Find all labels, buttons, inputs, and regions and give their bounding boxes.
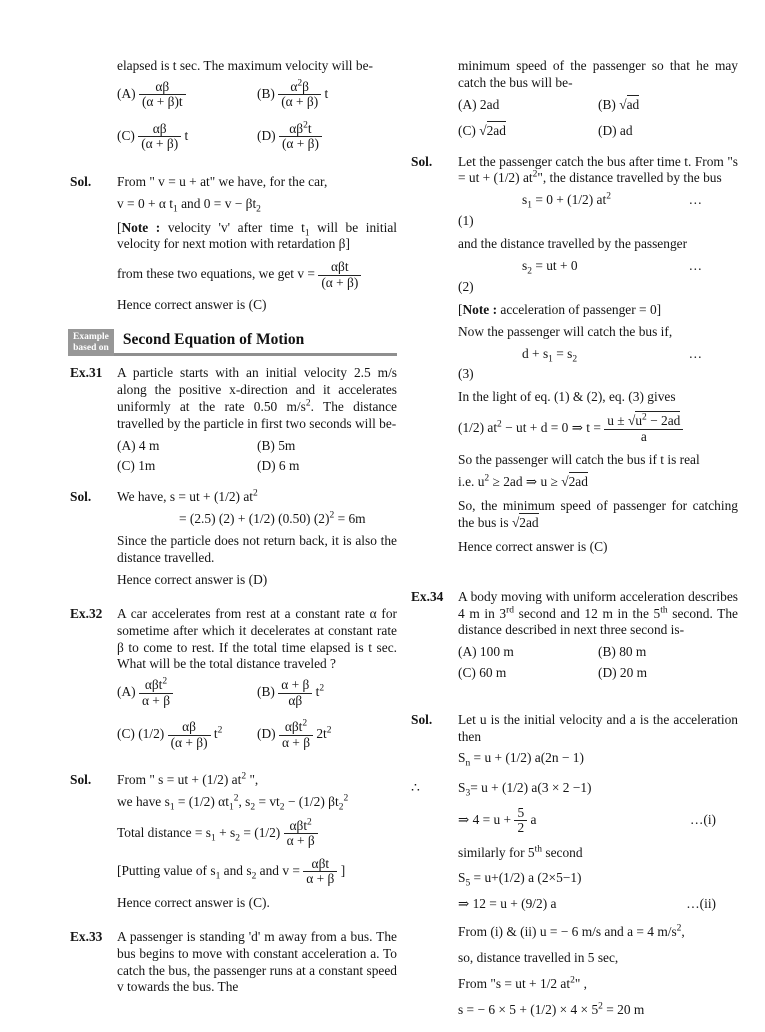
solution-line: Hence correct answer is (C) (458, 538, 608, 554)
equation-number: (3) (458, 366, 474, 382)
equation-2 (458, 258, 738, 275)
equation-i (458, 806, 738, 836)
solution-line: Now the passenger will catch the bus if, (458, 323, 673, 339)
equation-text: ⇒ 12 = u + (9/2) a (458, 896, 557, 912)
option-a: (A) 100 m (458, 644, 514, 660)
sol-label: Sol. (70, 489, 92, 505)
badge-line-1: Example (73, 332, 109, 343)
option-b: (B) $\frac{\alpha^2\beta}{(\alpha + \beta)}$ t (257, 78, 329, 110)
equation-ii (458, 896, 738, 913)
sol-label: Sol. (70, 772, 92, 788)
option-c: (C) √2ad (458, 122, 506, 138)
solution-line: from these two equations, we get v = $\frac{\text{αβt}}{(\alpha + \beta)}$ (117, 260, 397, 290)
equation-text: $d + s_1 = s_2$ (522, 345, 578, 365)
solution-line: $S_3= u + (1/2) a(3 \times 2 -1)$ (458, 779, 592, 799)
equation-tag: …(ii) (686, 896, 716, 912)
solution-line: Hence correct answer is (C). (117, 894, 270, 910)
solution-line: Let the passenger catch the bus after time t. From "s = ut + (1/2) $at^2$", the distance travelled by the bus (458, 153, 738, 186)
solution-line: s = − $6 \times 5 + (1/2) \times 4 \times 5^2 = 20$ m (458, 1001, 645, 1017)
solution-note: [Note : velocity 'v' after time $t_1$ will be initial velocity for next motion with retardation β] (117, 219, 397, 252)
equation-text: $s_2$ = ut + 0 (522, 258, 578, 277)
sol-label: Sol. (411, 712, 433, 728)
question-text: A body moving with uniform acceleration describes 4 m in 3rd second and 12 m in the 5th second. The distance described in next three second is- (458, 588, 738, 638)
solution-line: From " v = u + at" we have, for the car, (117, 173, 328, 189)
solution-line: Total distance = $s_1 + s_2 = (1/2)$ $\frac{\alpha\beta t^2}{\alpha + \beta}$ (117, 819, 397, 849)
therefore-symbol: ∴ (411, 780, 420, 796)
label-spacer (411, 58, 458, 150)
solution-line: so, distance travelled in 5 sec, (458, 950, 619, 966)
option-c: (C) 1m (117, 458, 156, 474)
solution-line: v = 0 + α $t_1$ and $0 = v - \beta t_2$ (117, 195, 261, 215)
option-b: (B) $\frac{\alpha + \beta}{\alpha\beta}$ $t^2$ (257, 677, 325, 708)
example-33 (70, 929, 397, 1002)
solution-line: From (i) & (ii) u = − 6 m/s and a = 4 $m/s^2$, (458, 923, 685, 940)
equation-number: (1) (458, 213, 474, 229)
sol-label: Sol. (411, 153, 433, 169)
solution-line: Let u is the initial velocity and a is the acceleration then (458, 712, 738, 744)
section-header (68, 329, 397, 356)
solution-34-therefore (411, 780, 738, 1028)
options-ex31 (117, 438, 397, 480)
option-a: (A) $\frac{\alpha\beta}{(\alpha + \beta)t}$ (117, 80, 257, 110)
example-32 (70, 606, 397, 768)
solution-line: We have, s = ut + (1/2) $at^2$ (117, 488, 258, 505)
badge-line-2: based on (73, 343, 109, 354)
equation-text: ⇒ 4 = u + $\frac{5}{2}$ a (458, 804, 537, 836)
solution-line: (1/2) $at^2$ − ut + d = 0 ⇒ t = $\frac{u \pm √u^2 - 2ad}{a}$ (458, 414, 738, 444)
solution-33 (411, 154, 738, 561)
options-q30 (117, 80, 397, 164)
solution-line: In the light of eq. (1) & (2), eq. (3) gives (458, 389, 676, 405)
solution-note: [Note : acceleration of passenger = 0] (458, 301, 662, 317)
option-a: (A) $\frac{\alpha\beta t^2}{\alpha + \beta}$ (117, 678, 257, 708)
option-b: (B) 80 m (598, 644, 647, 660)
solution-line: = (2.5) (2) + (1/2) (0.50) $(2)^2 = 6m$ (179, 510, 366, 527)
option-d: (D) $\frac{\alpha\beta^2t}{(\alpha + \beta)}$ (257, 122, 397, 152)
example-34 (411, 589, 738, 692)
section-title: Second Equation of Motion (122, 331, 305, 349)
option-d: (D) 6 m (257, 458, 300, 474)
solution-line: So, the minimum speed of passenger for catching the bus is √2ad (458, 497, 738, 530)
solution-32 (70, 772, 397, 917)
option-a: (A) 4 m (117, 437, 160, 453)
question-30-continuation (70, 58, 397, 170)
option-a: (A) 2ad (458, 96, 500, 112)
option-b: (B) 5m (257, 437, 296, 453)
solution-31 (70, 489, 397, 593)
option-d: (D) $\frac{\alpha\beta t^2}{\alpha + \beta}$ $2t^2$ (257, 718, 332, 750)
equation-1 (458, 191, 738, 212)
ellipsis: … (688, 192, 704, 208)
example-based-on-badge (68, 329, 114, 356)
options-ex32 (117, 678, 397, 762)
solution-line: From " s = ut + (1/2) $at^2$ ", (117, 771, 259, 788)
solution-34 (411, 712, 738, 776)
question-text: elapsed is t sec. The maximum velocity will be- (117, 58, 373, 73)
example-31 (70, 365, 397, 485)
solution-line: [Putting value of $s_1$ and $s_2$ and v = $\frac{\text{αβt}}{\alpha + \beta}$ ] (117, 855, 346, 887)
option-d: (D) ad (598, 122, 633, 138)
sol-label: Sol. (70, 173, 92, 189)
option-b: (B) √ad (598, 96, 640, 112)
solution-line: similarly for 5th second (458, 844, 583, 860)
option-c: (C) $\frac{\alpha\beta}{(\alpha + \beta)}$ t (117, 120, 189, 152)
solution-line: Since the particle does not return back, it is also the distance travelled. (117, 533, 397, 566)
section-title-underline (114, 329, 397, 356)
left-column (70, 58, 397, 1032)
equation-text: $s_1 = 0 + (1/2)$ $at^2$ (522, 191, 611, 212)
solution-line: $S_5 = u+(1/2)$ a (2×5−1) (458, 870, 582, 890)
option-d: (D) 20 m (598, 665, 648, 681)
right-column (411, 58, 738, 1032)
solution-line: Hence correct answer is (C) (117, 297, 267, 313)
option-c: (C) 60 m (458, 665, 507, 681)
example-label: Ex.34 (411, 588, 444, 604)
question-33-continuation (411, 58, 738, 150)
option-c: (C) (1/2) $\frac{\alpha\beta}{(\alpha + \beta)}$ $t^2$ (117, 719, 223, 750)
solution-line: and the distance travelled by the passenger (458, 236, 688, 252)
solution-line: we have $s_1 = (1/2)$ $\alpha t_1^2$, $s_2 = vt_2 - (1/2)$ $\beta t_2^2$ (117, 793, 349, 813)
options-ex34 (458, 644, 738, 686)
solution-line: From "s = ut + 1/2 $at^2$" , (458, 975, 587, 992)
equation-number: (2) (458, 278, 474, 294)
solution-line: So the passenger will catch the bus if t is real (458, 452, 700, 468)
solution-30 (70, 174, 397, 319)
equation-3 (458, 346, 738, 363)
solution-line: $S_n = u + (1/2) a(2n - 1)$ (458, 749, 584, 769)
label-spacer (70, 58, 117, 170)
question-text: A particle starts with an initial velocity 2.5 m/s along the positive x-direction and it accelerates uniformly at the rate 0.50 $m/s^2$. The distance travelled by the particle in first two seconds will be- (117, 365, 397, 431)
example-label: Ex.32 (70, 605, 103, 621)
solution-line: Hence correct answer is (D) (117, 571, 268, 587)
equation-tag: …(i) (689, 812, 716, 828)
example-label: Ex.31 (70, 365, 103, 380)
ellipsis: … (688, 345, 704, 361)
question-text: A car accelerates from rest at a constant rate α for sometime after which it decelerates at constant rate β to come to rest. If the total time elapsed is t sec. What will be the total distance traveled ? (117, 605, 397, 672)
solution-line: i.e. $u^2 \ge 2ad$ ⇒ u ≥ √2ad (458, 473, 588, 490)
ellipsis: … (688, 258, 704, 274)
question-text: minimum speed of the passenger so that he may catch the bus will be- (458, 58, 738, 90)
example-label: Ex.33 (70, 928, 103, 944)
question-text: A passenger is standing 'd' m away from a bus. The bus begins to move with constant acceleration a. To catch the bus, the passenger runs at a constant speed v towards the bus. The (117, 928, 397, 995)
options-q33 (458, 97, 738, 144)
